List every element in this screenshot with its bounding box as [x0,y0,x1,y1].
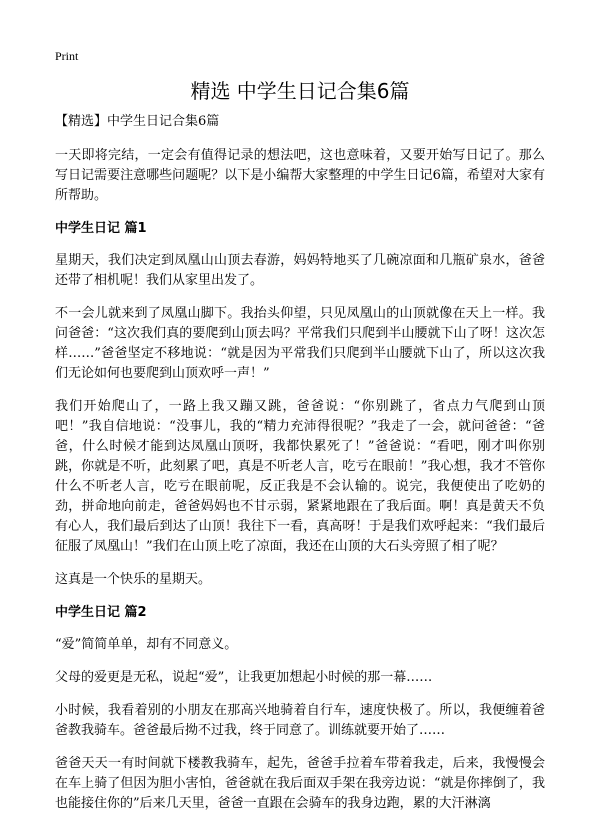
paragraph: 小时候，我看着别的小朋友在那高兴地骑着自行车，速度快极了。所以，我便缠着爸爸教我骑车。爸爸最后拗不过我，终于同意了。训练就要开始了…… [55,703,545,738]
paragraph: 不一会儿就来到了凤凰山脚下。我抬头仰望，只见凤凰山的山顶就像在天上一样。我问爸爸：“这次我们真的要爬到山顶去吗？平常我们只爬到半山腰就下山了呀！这次怎样……”爸爸坚定不移地说：“就是因为平常我们只爬到半山腰就下山了，所以这次我们无论如何也要爬到山顶欢呼一声！” [55,306,545,381]
section-heading-2: 中学生日记 篇2 [55,605,147,620]
paragraph: 这真是一个快乐的星期天。 [55,572,212,587]
document-body [55,112,545,827]
paragraph: “爱”简简单单，却有不同意义。 [55,637,238,652]
page-title: 精选 中学生日记合集6篇 [190,79,410,103]
paragraph: 爸爸天天一有时间就下楼教我骑车，起先，爸爸手拉着车带着我走，后来，我慢慢会在车上骑了但因为胆小害怕，爸爸就在我后面双手架在我旁边说：“就是你摔倒了，我也能接住你的”后来几天里，爸爸一直跟在会骑车的我身边跑，累的大汗淋漓 [55,756,545,811]
print-label: Print [55,49,79,63]
section-heading-1: 中学生日记 篇1 [55,221,147,236]
subtitle: 【精选】中学生日记合集6篇 [55,114,220,129]
paragraph: 我们开始爬山了，一路上我又蹦又跳，爸爸说：“你别跳了，省点力气爬到山顶吧！”我自信地说：“没事儿，我的“精力充沛得很呢？”我走了一会，就问爸爸：“爸爸，什么时候才能到达凤凰山顶呀，我都快累死了！”爸爸说：“看吧，刚才叫你别跳，你就是不听，此刻累了吧，真是不听老人言，吃亏在眼前！”我心想，我才不管你什么不听老人言，吃亏在眼前呢，反正我是不会认输的。说完，我便使出了吃奶的劲，拼命地向前走，爸爸妈妈也不甘示弱，紧紧地跟在了我后面。啊！真是黄天不负有心人，我们最后到达了山顶！我往下一看，真高呀！于是我们欢呼起来：“我们最后征服了凤凰山！”我们在山顶上吃了凉面，我还在山顶的大石头旁照了相了呢？ [55,399,545,554]
paragraph: 父母的爱更是无私，说起“爱”，让我更加想起小时候的那一幕…… [55,670,433,685]
paragraph: 星期天，我们决定到凤凰山山顶去春游，妈妈特地买了几碗凉面和几瓶矿泉水，爸爸还带了相机呢！我们从家里出发了。 [55,253,545,288]
intro-paragraph: 一天即将完结，一定会有值得记录的想法吧，这也意味着，又要开始写日记了。那么写日记需要注意哪些问题呢？以下是小编帮大家整理的中学生日记6篇，希望对大家有所帮助。 [55,148,545,203]
